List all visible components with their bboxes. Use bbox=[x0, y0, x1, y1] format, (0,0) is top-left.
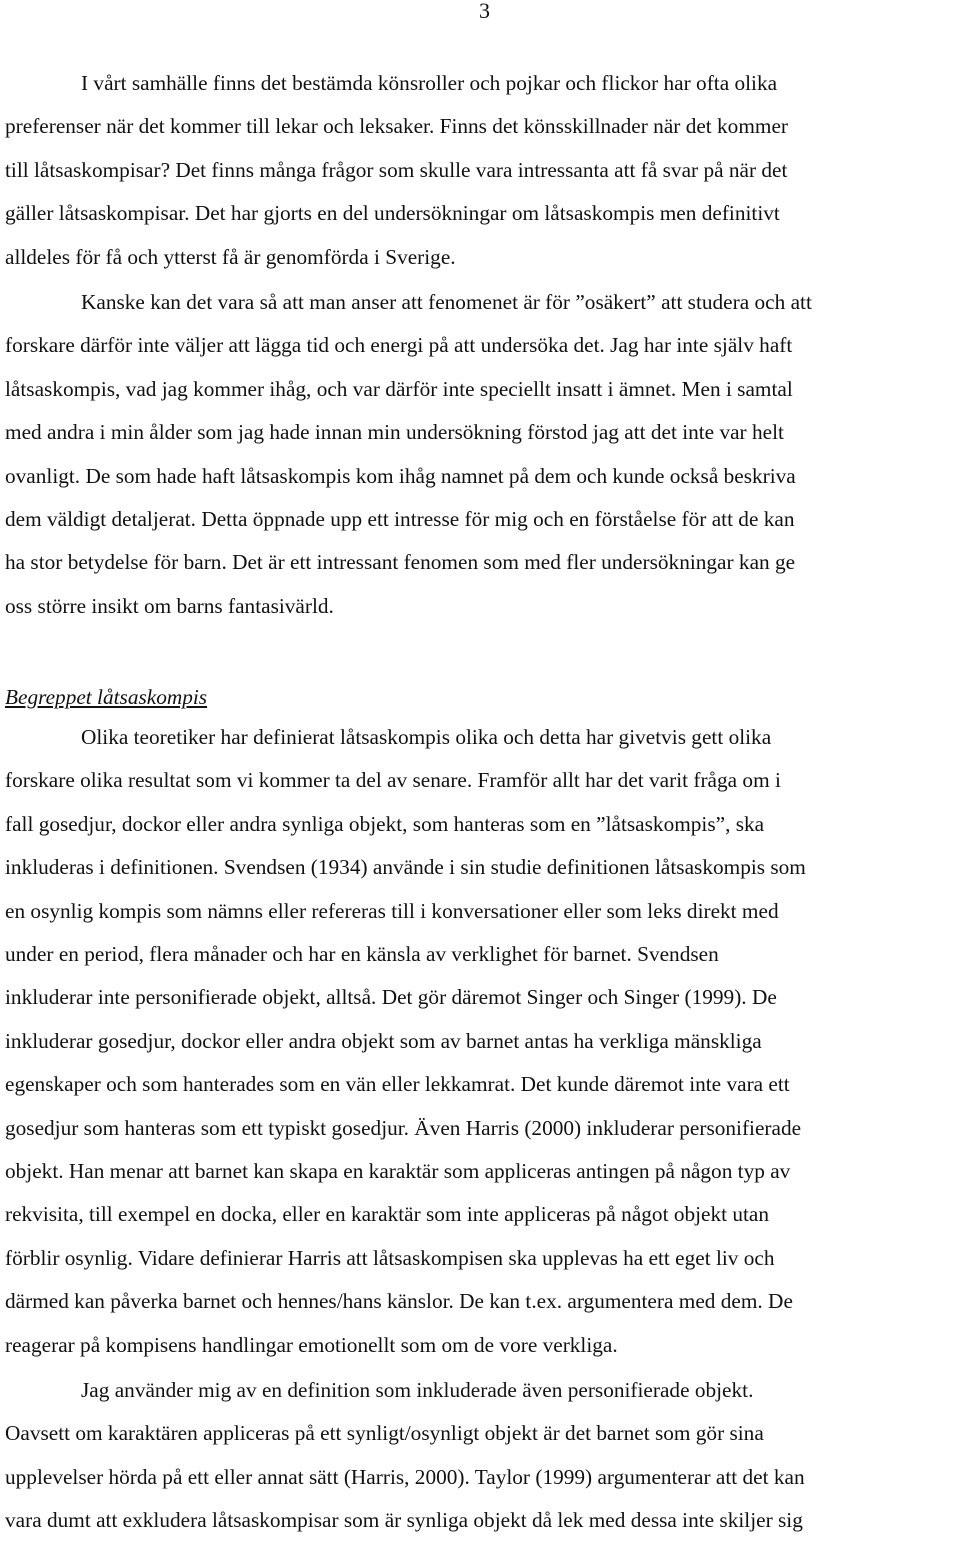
section-heading: Begreppet låtsaskompis bbox=[5, 685, 208, 709]
paragraph-definition-2: Jag använder mig av en definition som inkluderade även personifierade objekt. Oavsett om karaktären appliceras på ett synligt/osynligt objekt är det barnet som gör sina upplevelser hörda på ett eller annat sätt (Harris, 2000). Taylor (1999) argumenterar att det kan vara dumt att exkludera låtsaskompisar som är synliga objekt då lek med dessa inte skiljer sig bbox=[5, 1378, 805, 1533]
paragraph-intro-2: Kanske kan det vara så att man anser att fenomenet är för ”osäkert” att studera och att forskare därför inte väljer att lägga tid och energi på att undersöka det. Jag har inte själv haft låtsaskompis, vad jag kommer ihåg, och var därför inte speciellt insatt i ämnet. Men i samtal med andra i min ålder som jag hade innan min undersökning förstod jag att det inte var helt ovanligt. De som hade haft låtsaskompis kom ihåg namnet på dem och kunde också beskriva dem väldigt detaljerat. Detta öppnade upp ett intresse för mig och en förståelse för att de kan ha stor betydelse för barn. Det är ett intressant fenomen som med fler undersökningar kan ge oss större insikt om barns fantasivärld. bbox=[5, 290, 812, 618]
paragraph-intro-1: I vårt samhälle finns det bestämda könsroller och pojkar och flickor har ofta olika preferenser när det kommer till lekar och leksaker. Finns det könsskillnader när det kommer till låtsaskompisar? Det finns många frågor som skulle vara intressanta att få svar på när det gäller låtsaskompisar. Det har gjorts en del undersökningar om låtsaskompis men definitivt alldeles för få och ytterst få är genomförda i Sverige. bbox=[5, 71, 789, 269]
page-number: 3 bbox=[479, 0, 490, 23]
paragraph-definition-1: Olika teoretiker har definierat låtsaskompis olika och detta har givetvis gett olika forskare olika resultat som vi kommer ta del av senare. Framför allt har det varit fråga om i fall gosedjur, dockor eller andra synliga objekt, som hanteras som en ”låtsaskompis”, ska inkluderas i definitionen. Svendsen (1934) använde i sin studie definitionen låtsaskompis som en osynlig kompis som nämns eller refereras till i konversationer eller som leks direkt med under en period, flera månader och har en känsla av verklighet för barnet. Svendsen inkluderar inte personifierade objekt, alltså. Det gör däremot Singer och Singer (1999). De inkluderar gosedjur, dockor eller andra objekt som av barnet antas ha verkliga mänskliga egenskaper och som hanterades som en vän eller lekkamrat. Det kunde däremot inte vara ett gosedjur som hanteras som ett typiskt gosedjur. Även Harris (2000) inkluderar personifierade objekt. Han menar att barnet kan skapa en karaktär som appliceras antingen på någon typ av rekvisita, till exempel en docka, eller en karaktär som inte appliceras på något objekt utan förblir osynlig. Vidare definierar Harris att låtsaskompisen ska upplevas ha ett eget liv och därmed kan påverka barnet och hennes/hans känslor. De kan t.ex. argumentera med dem. De reagerar på kompisens handlingar emotionellt som om de vore verkliga. bbox=[5, 725, 806, 1357]
